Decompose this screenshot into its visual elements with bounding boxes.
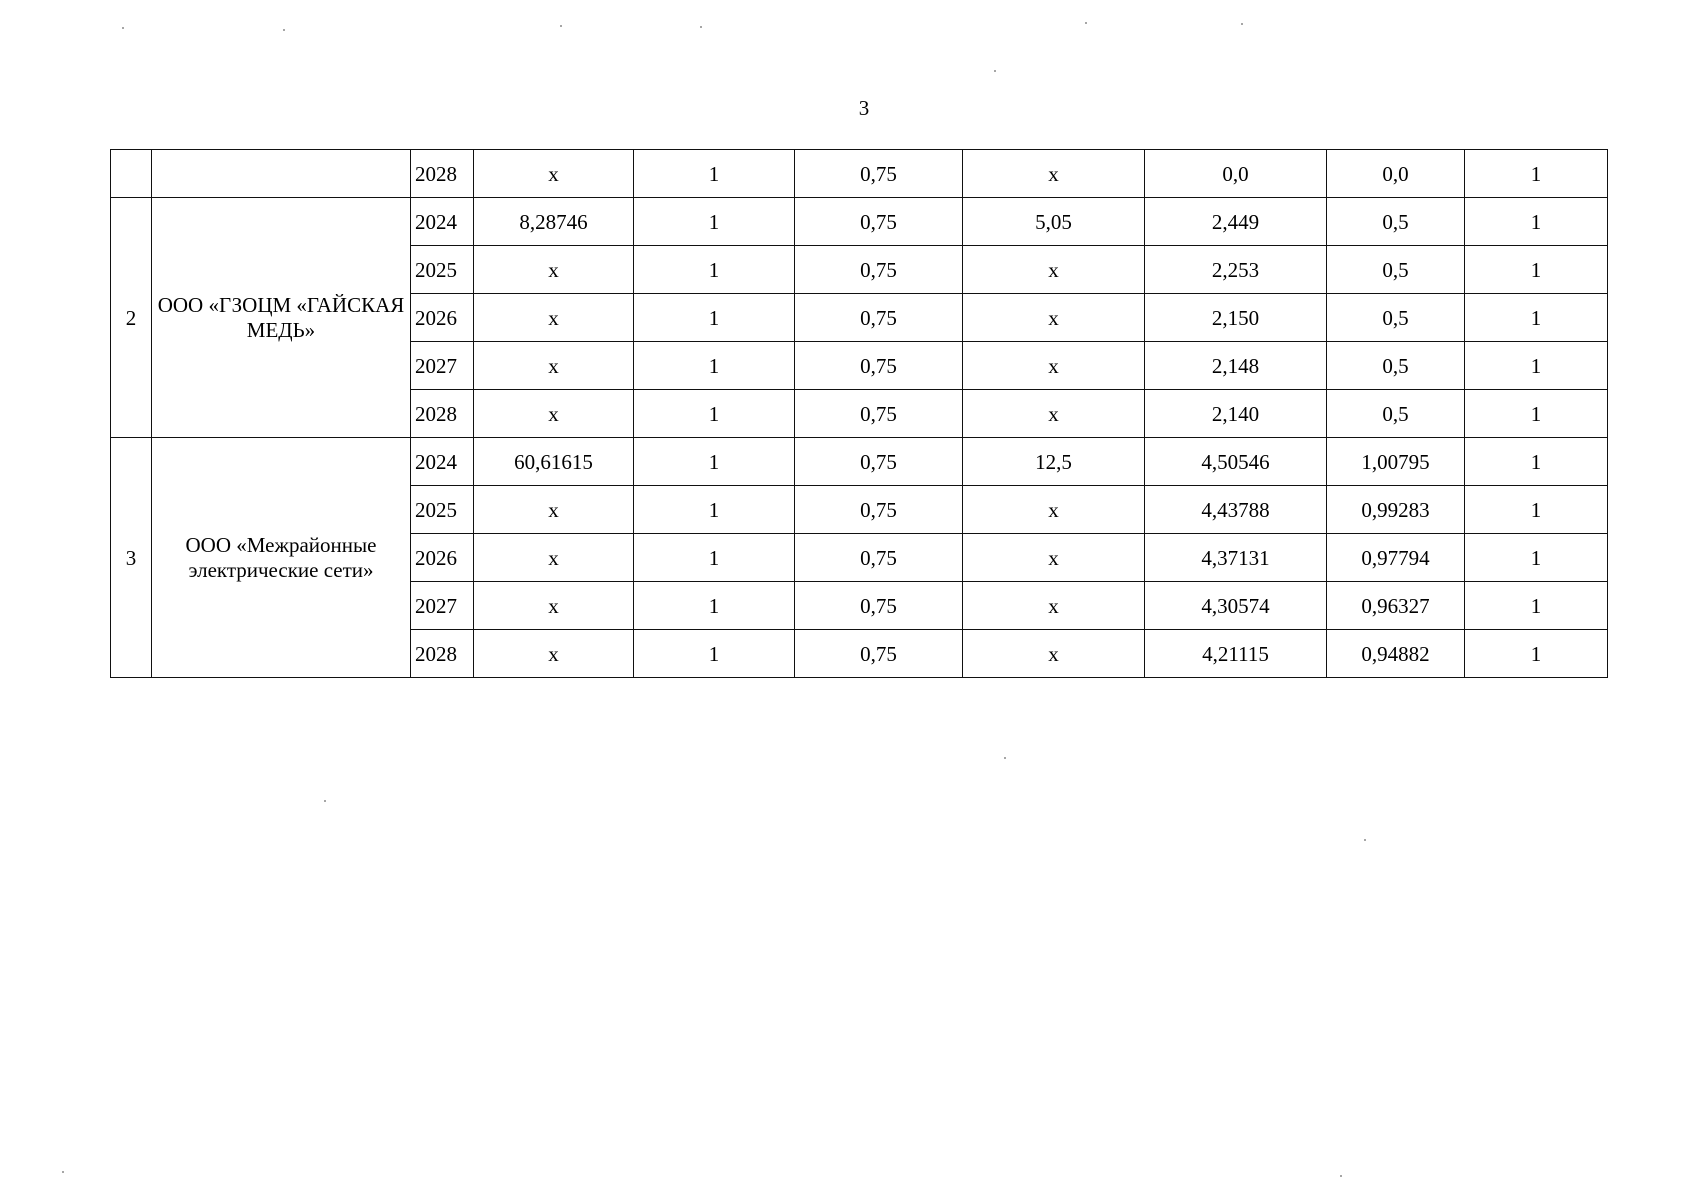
table-cell: 0,0 (1145, 150, 1327, 198)
table-row (111, 150, 1608, 198)
table-cell: х (963, 534, 1145, 582)
table-cell: 0,75 (795, 438, 963, 486)
scan-speck (1241, 23, 1243, 25)
table-cell: х (963, 582, 1145, 630)
table-cell: 0,75 (795, 582, 963, 630)
scan-speck (1085, 22, 1087, 24)
table-cell: 12,5 (963, 438, 1145, 486)
year-cell: 2025 (411, 486, 474, 534)
table-cell: 2,148 (1145, 342, 1327, 390)
table-cell: х (963, 390, 1145, 438)
table-cell: 2028 (411, 150, 474, 198)
table-cell: 0,75 (795, 630, 963, 678)
table-cell: 1 (1465, 198, 1608, 246)
table-cell: 0,75 (795, 486, 963, 534)
table-cell: 1 (634, 438, 795, 486)
table-cell: 1 (634, 486, 795, 534)
table-cell: 0,75 (795, 390, 963, 438)
organization-name-cell: ООО «ГЗОЦМ «ГАЙСКАЯ МЕДЬ» (152, 198, 411, 438)
table-cell: х (963, 294, 1145, 342)
year-cell: 2028 (411, 390, 474, 438)
table-cell: 1 (634, 630, 795, 678)
table-cell: 2,449 (1145, 198, 1327, 246)
year-cell: 2026 (411, 294, 474, 342)
table-cell: 4,30574 (1145, 582, 1327, 630)
table-cell: 8,28746 (474, 198, 634, 246)
table-cell: х (474, 486, 634, 534)
table-cell: 1 (634, 342, 795, 390)
table-cell: 1 (1465, 630, 1608, 678)
table-cell: 1 (634, 198, 795, 246)
scan-speck (283, 29, 285, 31)
table-cell: х (963, 486, 1145, 534)
table-cell: х (474, 582, 634, 630)
table-cell: 0,0 (1327, 150, 1465, 198)
table-cell: 0,97794 (1327, 534, 1465, 582)
table-cell: х (474, 534, 634, 582)
table-cell: 0,75 (795, 294, 963, 342)
table-cell: 0,5 (1327, 198, 1465, 246)
scan-speck (700, 26, 702, 28)
table-cell: 1 (1465, 390, 1608, 438)
organization-name-cell: ООО «Межрайонные электрические сети» (152, 438, 411, 678)
year-cell: 2026 (411, 534, 474, 582)
table-cell: 2,150 (1145, 294, 1327, 342)
scan-speck (62, 1171, 64, 1173)
table-cell: х (474, 294, 634, 342)
year-cell: 2024 (411, 438, 474, 486)
row-number-cell: 2 (111, 198, 152, 438)
data-table (110, 149, 1608, 678)
table-cell: 1 (1465, 294, 1608, 342)
table-cell: 0,99283 (1327, 486, 1465, 534)
table-cell: 1 (634, 390, 795, 438)
table-cell: 0,5 (1327, 390, 1465, 438)
table-cell: 5,05 (963, 198, 1145, 246)
table-cell: 1 (634, 246, 795, 294)
scan-speck (994, 70, 996, 72)
table-body (111, 150, 1608, 678)
table-row (111, 198, 1608, 246)
table-cell: 4,21115 (1145, 630, 1327, 678)
table-cell: 60,61615 (474, 438, 634, 486)
year-cell: 2027 (411, 342, 474, 390)
page-number: 3 (858, 96, 870, 120)
table-cell: 1,00795 (1327, 438, 1465, 486)
table-cell: х (474, 342, 634, 390)
table-cell: 0,75 (795, 342, 963, 390)
year-cell: 2024 (411, 198, 474, 246)
table-cell: 2,253 (1145, 246, 1327, 294)
table-cell: х (963, 630, 1145, 678)
table-cell: 0,96327 (1327, 582, 1465, 630)
table-cell: 4,43788 (1145, 486, 1327, 534)
year-cell: 2025 (411, 246, 474, 294)
table-cell: 1 (1465, 486, 1608, 534)
table-cell: 0,75 (795, 534, 963, 582)
table-cell: 1 (634, 150, 795, 198)
table-cell (152, 150, 411, 198)
scan-speck (560, 25, 562, 27)
table-cell: х (963, 342, 1145, 390)
table-cell: х (474, 246, 634, 294)
table-cell: 0,75 (795, 150, 963, 198)
row-number-cell: 3 (111, 438, 152, 678)
year-cell: 2028 (411, 630, 474, 678)
table-cell: х (963, 150, 1145, 198)
table-cell: 1 (634, 534, 795, 582)
table-cell: 1 (634, 582, 795, 630)
scan-speck (1340, 1175, 1342, 1177)
table-cell: 2,140 (1145, 390, 1327, 438)
table-cell: 1 (1465, 438, 1608, 486)
year-cell: 2027 (411, 582, 474, 630)
table-cell: 1 (1465, 534, 1608, 582)
table-cell: х (474, 150, 634, 198)
table-cell: х (963, 246, 1145, 294)
table-cell: 0,5 (1327, 294, 1465, 342)
scan-speck (122, 27, 124, 29)
table-cell: х (474, 390, 634, 438)
scan-speck (1364, 839, 1366, 841)
table-cell (111, 150, 152, 198)
scan-speck (1004, 757, 1006, 759)
table-cell: 0,5 (1327, 342, 1465, 390)
scan-speck (324, 800, 326, 802)
table-cell: 1 (1465, 582, 1608, 630)
table-cell: 4,50546 (1145, 438, 1327, 486)
table-cell: 1 (1465, 342, 1608, 390)
table-cell: 0,75 (795, 198, 963, 246)
table-row (111, 438, 1608, 486)
table-cell: 1 (634, 294, 795, 342)
table-cell: 0,94882 (1327, 630, 1465, 678)
table-cell: 1 (1465, 150, 1608, 198)
table-cell: 0,5 (1327, 246, 1465, 294)
table-cell: 1 (1465, 246, 1608, 294)
table-cell: 4,37131 (1145, 534, 1327, 582)
table-cell: 0,75 (795, 246, 963, 294)
table-cell: х (474, 630, 634, 678)
